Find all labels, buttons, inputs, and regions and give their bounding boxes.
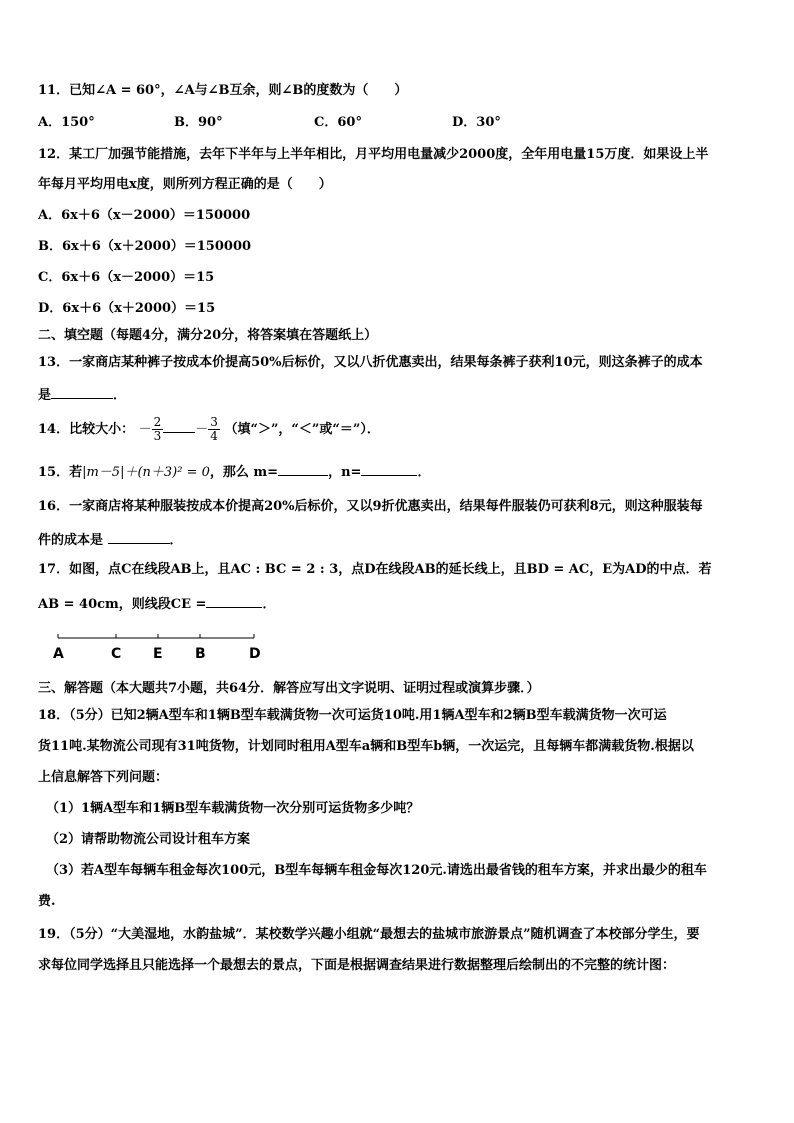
q18-sub3-line2: 费. <box>38 894 56 909</box>
q14-post: （填“＞”，“＜”或“＝”）． <box>224 422 380 437</box>
q14-fraction1 <box>152 416 164 443</box>
q17-line2-pre: AB = 40cm，则线段CE = <box>38 597 207 612</box>
q15-line <box>38 461 760 482</box>
q12-option-a: A．6x＋6（x－2000）＝150000 <box>38 208 251 223</box>
q14-f2-num: 3 <box>210 415 218 429</box>
section3-heading: 三、解答题（本大题共7小题，共64分．解答应写出文字说明、证明过程或演算步骤．） <box>38 681 540 696</box>
q14-f1-den: 3 <box>153 429 162 443</box>
q15-pre: 15．若 <box>38 465 83 480</box>
q15-mid2: ，n= <box>328 465 362 480</box>
q11-stem: 11．已知∠A = 60°，∠A与∠B互余，则∠B的度数为（ ） <box>38 83 408 98</box>
q19-line1: 19．（5分）“大美湿地，水韵盐城”．某校数学兴趣小组就“最想去的盐城市旅游景点”随机调查了本校部分学生，要 <box>38 927 700 942</box>
q14-f2-den: 4 <box>210 429 218 443</box>
q15-m-blank[interactable] <box>278 461 328 476</box>
q18-line2: 货11吨.某物流公司现有31吨货物，计划同时租用A型车a辆和B型车b辆，一次运完，且每辆车都满载货物.根据以 <box>38 739 694 754</box>
q15-mid1: ，那么 m= <box>209 465 279 480</box>
q17-answer-blank[interactable] <box>206 593 262 608</box>
q15-end: ． <box>417 465 431 480</box>
q16-answer-blank[interactable] <box>108 529 170 544</box>
q19-line2: 求每位同学选择且只能选择一个最想去的景点，下面是根据调查结果进行数据整理后绘制出的不完整的统计图： <box>38 958 676 973</box>
q15-expression: |m－5|＋(n＋3)² = 0 <box>82 465 210 480</box>
q12-stem-line2: 年每月平均用电x度，则所列方程正确的是（ ） <box>38 177 332 192</box>
q17-line1: 17．如图，点C在线段AB上，且AC : BC = 2 : 3，点D在线段AB的延长线上，且BD = AC，E为AD的中点．若 <box>38 562 712 577</box>
q12-option-d: D．6x＋6（x＋2000）＝15 <box>38 301 216 316</box>
q17-line2 <box>38 593 760 614</box>
q14-fraction2 <box>208 416 220 443</box>
q18-sub1: （1）1辆A型车和1辆B型车载满货物一次分别可运货物多少吨？ <box>46 801 420 816</box>
q17-point-b: B <box>195 646 206 662</box>
q14-neg2: － <box>195 422 209 437</box>
q17-segment-line <box>50 630 280 644</box>
q16-line2-post: ． <box>169 533 183 548</box>
q14-line <box>38 416 760 444</box>
q13-line2 <box>38 384 760 405</box>
q18-line1: 18．（5分）已知2辆A型车和1辆B型车载满货物一次可运货10吨.用1辆A型车和2辆B型车载满货物一次可运 <box>38 708 667 723</box>
q12-stem-line1: 12．某工厂加强节能措施，去年下半年与上半年相比，月平均用电量减少2000度，全年用电量15万度．如果设上半 <box>38 147 709 162</box>
q16-line1: 16．一家商店将某种服装按成本价提高20%后标价，又以9折优惠卖出，结果每件服装仍可获利8元，则这种服装每 <box>38 499 703 514</box>
section2-heading: 二、填空题（每题4分，满分20分，将答案填在答题纸上） <box>38 328 378 343</box>
q12-option-c: C．6x＋6（x－2000）＝15 <box>38 270 215 285</box>
q11-option-b: B．90° <box>174 115 223 130</box>
q17-point-a: A <box>53 646 64 662</box>
q13-line1: 13．一家商店某种裤子按成本价提高50%后标价，又以八折优惠卖出，结果每条裤子获利10元，则这条裤子的成本 <box>38 355 703 370</box>
q14-neg1: － <box>138 422 152 437</box>
q11-option-d: D．30° <box>452 115 501 130</box>
q15-n-blank[interactable] <box>361 461 417 476</box>
q17-line2-post: ． <box>262 597 276 612</box>
q13-line2-post: ． <box>113 388 127 403</box>
q11-option-a: A．150° <box>38 115 95 130</box>
q16-line2-pre: 件的成本是 <box>38 533 104 548</box>
q17-segment-figure <box>50 630 280 670</box>
q18-line3: 上信息解答下列问题： <box>38 770 169 785</box>
q17-point-d: D <box>249 646 261 662</box>
q13-line2-pre: 是 <box>38 388 52 403</box>
q18-sub2: （2）请帮助物流公司设计租车方案 <box>46 832 251 847</box>
q11-option-c: C．60° <box>314 115 362 130</box>
q14-f1-num: 2 <box>153 415 162 429</box>
q13-answer-blank[interactable] <box>51 384 113 399</box>
q18-sub3-line1: （3）若A型车每辆车租金每次100元，B型车每辆车租金每次120元.请选出最省钱的租车方案，并求出最少的租车 <box>46 863 707 878</box>
q14-answer-blank[interactable] <box>163 418 195 433</box>
q16-line2 <box>38 529 760 550</box>
q12-option-b: B．6x＋6（x＋2000）＝150000 <box>38 239 252 254</box>
q14-pre: 14．比较大小： <box>38 422 135 437</box>
q17-point-e: E <box>153 646 163 662</box>
q17-point-c: C <box>111 646 122 662</box>
